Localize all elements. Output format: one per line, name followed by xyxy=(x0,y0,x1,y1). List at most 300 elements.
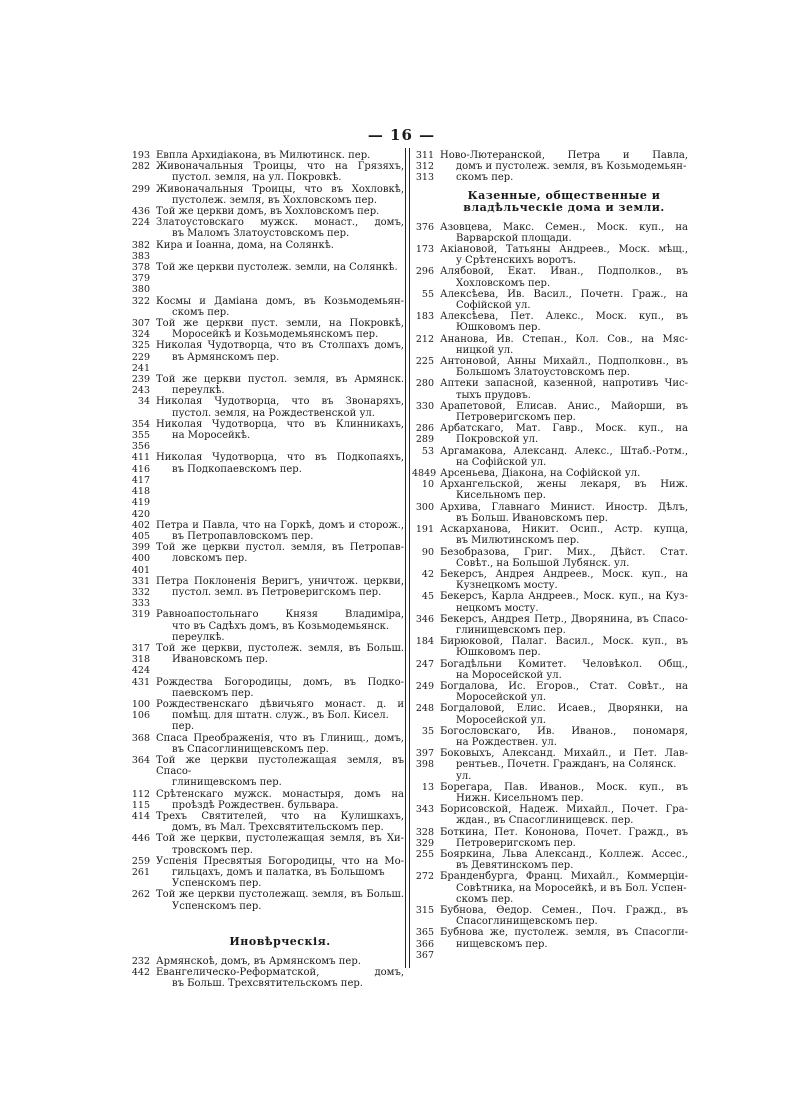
entry-line: Спаса Преображенія, что въ Глинищ., домъ, xyxy=(156,732,404,744)
entry-text xyxy=(440,636,688,658)
entry-number: 400 xyxy=(131,553,150,565)
entry-text xyxy=(156,609,404,643)
entry-numbers xyxy=(412,334,440,356)
entry-line: проѣздѣ Рождествен. бульвара. xyxy=(172,799,339,811)
entry-number: 331 xyxy=(131,575,150,587)
entry-number: 356 xyxy=(131,441,150,453)
entry-text xyxy=(440,244,688,266)
entry-text xyxy=(440,591,688,613)
entry-numbers xyxy=(128,318,156,340)
entry-text xyxy=(156,396,404,418)
entry-line: въ Больш. Трехсвятительскомъ пер. xyxy=(172,978,363,990)
entry-line: домъ, въ Мал. Трехсвятительскомъ пер. xyxy=(172,822,384,834)
entry-number: 333 xyxy=(131,598,150,610)
index-entry xyxy=(128,217,404,239)
entry-numbers xyxy=(412,502,440,524)
entry-number: 332 xyxy=(131,586,150,598)
index-entry xyxy=(412,703,688,725)
page-number: — 16 — xyxy=(367,126,436,144)
entry-line: Аптеки запасной, казенной, напротивъ Чис- xyxy=(440,378,688,390)
entry-text xyxy=(440,150,688,184)
entry-line: Ново-Лютеранской, Петра и Павла, xyxy=(440,150,688,161)
entry-numbers xyxy=(128,396,156,418)
entry-numbers xyxy=(412,446,440,468)
entry-line: Юшковомъ пер. xyxy=(456,647,541,659)
entry-line: ловскомъ пер. xyxy=(172,553,248,565)
entry-numbers xyxy=(128,184,156,206)
entry-numbers xyxy=(412,524,440,546)
entry-numbers xyxy=(128,217,156,239)
index-entry xyxy=(128,789,404,811)
index-entry xyxy=(128,520,404,542)
entry-number: 300 xyxy=(415,501,434,513)
entry-line: на Моросейской ул. xyxy=(456,669,562,681)
entry-line: Нижн. Кисельномъ пер. xyxy=(456,792,584,804)
entry-line: Петра и Павла, что на Горкѣ, домъ и сторож., xyxy=(156,519,404,531)
entry-text xyxy=(156,699,404,733)
entry-text xyxy=(440,827,688,849)
entry-line: Златоустовскаго мужск. монаст., домъ, xyxy=(156,217,404,229)
entry-numbers xyxy=(412,748,440,782)
entry-text xyxy=(440,871,688,905)
entry-number: 431 xyxy=(131,676,150,688)
entry-number: 289 xyxy=(415,434,434,446)
index-entry xyxy=(412,150,688,184)
index-entry xyxy=(412,681,688,703)
entry-text xyxy=(440,266,688,288)
right-section-title: Казенные, общественные и владѣльческіе дома и земли. xyxy=(463,188,665,214)
index-entry xyxy=(412,446,688,468)
entry-number: 364 xyxy=(131,754,150,766)
index-entry xyxy=(128,699,404,733)
index-entry xyxy=(128,161,404,183)
entry-text xyxy=(156,889,404,911)
index-entry xyxy=(412,244,688,266)
entry-line: Той же церкви пуст. земли, на Покровкѣ, xyxy=(156,318,404,330)
entry-line: домъ и пустолеж. земля, въ Козьмодемьян- xyxy=(456,161,687,173)
index-entry xyxy=(412,423,688,445)
entry-line: Евпла Архидіакона, въ Милютинск. пер. xyxy=(156,150,371,161)
entry-number: 368 xyxy=(131,732,150,744)
entry-line: пустолеж. земля, въ Хохловскомъ пер. xyxy=(172,194,378,206)
entry-text xyxy=(156,374,404,396)
entry-line: Рождественскаго дѣвичьяго монаст. д. и xyxy=(156,698,404,710)
entry-text xyxy=(440,311,688,333)
entry-line: Бекерсъ, Андрея Андреев., Моск. куп., на xyxy=(440,568,688,580)
index-entry xyxy=(412,334,688,356)
entry-number: 106 xyxy=(131,710,150,722)
entry-number: 115 xyxy=(131,799,150,811)
entry-line: Совѣтника, на Моросейкѣ, и въ Бол. Успен- xyxy=(456,882,687,894)
index-entry xyxy=(412,266,688,288)
entry-line: Успенскомъ пер. xyxy=(172,878,262,890)
index-entry xyxy=(412,468,688,479)
index-entry xyxy=(128,755,404,789)
entry-numbers xyxy=(412,468,440,479)
entry-line: Большомъ Златоустовскомъ пер. xyxy=(456,367,630,379)
entry-line: Рождества Богородицы, домъ, въ Подко- xyxy=(156,676,404,688)
entry-numbers xyxy=(128,967,156,989)
entry-number: 366 xyxy=(415,938,434,950)
entry-line: тровскомъ пер. xyxy=(172,844,253,856)
entry-line: Моросейской ул. xyxy=(456,714,546,726)
index-entry xyxy=(412,289,688,311)
entry-number: 13 xyxy=(421,781,434,793)
entry-number: 311 xyxy=(415,150,434,161)
entry-number: 417 xyxy=(131,474,150,486)
entry-text xyxy=(156,956,404,967)
entry-number: 424 xyxy=(131,665,150,677)
entry-line: Алексѣева, Ив. Васил., Почетн. Граж., на xyxy=(440,288,688,300)
entry-number: 418 xyxy=(131,486,150,498)
index-entry xyxy=(128,184,404,206)
entry-line: Бубнова, Ѳедор. Семен., Поч. Гражд., въ xyxy=(440,905,688,916)
entry-line: Космы и Даміана домъ, въ Козьмодемьян- xyxy=(156,295,404,307)
entry-line: Юшковомъ пер. xyxy=(456,322,541,334)
entry-text xyxy=(156,833,404,855)
entry-number: 401 xyxy=(131,564,150,576)
entry-numbers xyxy=(412,614,440,636)
index-entry xyxy=(128,576,404,610)
entry-text xyxy=(156,542,404,576)
entry-number: 261 xyxy=(131,867,150,878)
entry-number: 255 xyxy=(415,848,434,860)
index-entry xyxy=(412,311,688,333)
entry-numbers xyxy=(412,547,440,569)
entry-text xyxy=(440,378,688,400)
entry-number: 53 xyxy=(421,445,434,457)
entry-numbers xyxy=(128,340,156,374)
entry-number: 318 xyxy=(131,654,150,666)
entry-numbers xyxy=(128,542,156,576)
entry-line: Той же церкви пустолежащая земля, въ Спасо- xyxy=(156,754,404,778)
index-entry xyxy=(128,967,404,989)
index-entry xyxy=(128,733,404,755)
entry-number: 322 xyxy=(131,295,150,307)
entry-number: 90 xyxy=(421,546,434,558)
index-entry xyxy=(412,524,688,546)
entry-number: 312 xyxy=(415,161,434,173)
entry-line: паевскомъ пер. xyxy=(172,687,254,699)
entry-number: 224 xyxy=(131,217,150,229)
entry-number: 241 xyxy=(131,362,150,374)
entry-numbers xyxy=(128,262,156,296)
entry-line: Кира и Іоанна, дома, на Солянкѣ. xyxy=(156,239,334,251)
entry-text xyxy=(156,217,404,239)
entry-line: ницкой ул. xyxy=(456,344,514,356)
entry-line: Кисельномъ пер. xyxy=(456,490,546,502)
entry-text xyxy=(156,677,404,699)
entry-text xyxy=(440,356,688,378)
entry-numbers xyxy=(128,856,156,890)
entry-text xyxy=(156,262,404,296)
entry-line: глинищевскомъ пер. xyxy=(172,777,282,789)
entry-number: 329 xyxy=(415,837,434,849)
entry-numbers xyxy=(128,755,156,789)
entry-line: Арапетовой, Елисав. Анис., Майорши, въ xyxy=(440,400,688,412)
entry-number: 100 xyxy=(131,698,150,710)
entry-line: ждан., въ Спасоглинищевск. пер. xyxy=(456,815,634,827)
entry-line: Той же церкви пустолеж. земли, на Солянкѣ. xyxy=(156,262,398,274)
entry-numbers xyxy=(128,733,156,755)
entry-numbers xyxy=(412,591,440,613)
entry-numbers xyxy=(412,423,440,445)
entry-line: Петроверигскомъ пер. xyxy=(456,837,576,849)
entry-number: 112 xyxy=(131,788,150,800)
entry-line: нецкомъ мосту. xyxy=(456,602,539,614)
entry-line: Бранденбурга, Франц. Михайл., Коммерціи- xyxy=(440,871,688,883)
entry-number: 446 xyxy=(131,833,150,845)
entry-numbers xyxy=(412,804,440,826)
column-divider-left xyxy=(405,148,406,968)
entry-number: 296 xyxy=(415,266,434,278)
entry-line: Той же церкви, пустолеж. земля, въ Больш. xyxy=(156,642,404,654)
entry-text xyxy=(156,520,404,542)
index-entry xyxy=(128,340,404,374)
entry-line: Бубнова же, пустолеж. земля, въ Спасогли- xyxy=(440,927,688,939)
entry-number: 324 xyxy=(131,329,150,341)
entry-number: 367 xyxy=(415,949,434,961)
entry-text xyxy=(156,318,404,340)
entry-line: въ Маломъ Златоустовскомъ пер. xyxy=(172,228,350,240)
entry-numbers xyxy=(412,782,440,804)
entry-text xyxy=(440,782,688,804)
index-entry xyxy=(128,318,404,340)
entry-line: тыхъ прудовъ. xyxy=(456,389,531,401)
entry-number: 355 xyxy=(131,430,150,442)
index-entry xyxy=(128,609,404,643)
entry-number: 249 xyxy=(415,680,434,692)
entry-text xyxy=(156,811,404,833)
entry-number: 399 xyxy=(131,542,150,554)
entry-line: Богословскаго, Ив. Иванов., пономаря, xyxy=(440,725,688,737)
entry-number: 307 xyxy=(131,318,150,330)
entry-text xyxy=(440,289,688,311)
entry-text xyxy=(440,479,688,501)
index-entry xyxy=(412,871,688,905)
entry-text xyxy=(440,804,688,826)
index-entry xyxy=(412,827,688,849)
entry-line: пустол. земля, на Рождественской ул. xyxy=(172,407,375,419)
entry-text xyxy=(440,423,688,445)
entry-number: 346 xyxy=(415,613,434,625)
entry-text xyxy=(440,849,688,871)
entry-line: Петроверигскомъ пер. xyxy=(456,412,576,424)
index-entry xyxy=(128,240,404,262)
entry-line: въ Петропавловскомъ пер. xyxy=(172,530,314,542)
entry-line: рентьев., Почетн. Гражданъ, на Солянск. ул. xyxy=(456,759,677,782)
entry-number: 243 xyxy=(131,385,150,397)
entry-numbers xyxy=(412,222,440,244)
entry-number: 35 xyxy=(421,725,434,737)
entry-numbers xyxy=(128,296,156,318)
entry-line: на Моросейкѣ. xyxy=(172,430,251,442)
entry-number: 416 xyxy=(131,463,150,475)
entry-text xyxy=(440,726,688,748)
right-top-entries-list xyxy=(412,150,688,184)
entry-numbers xyxy=(128,889,156,911)
entry-numbers xyxy=(128,520,156,542)
entry-line: пустол. земл. въ Петроверигскомъ пер. xyxy=(172,586,382,598)
left-section-title: Иновѣрческія. xyxy=(229,934,331,948)
entry-numbers xyxy=(128,833,156,855)
entry-numbers xyxy=(412,905,440,927)
entry-number: 34 xyxy=(137,396,150,408)
entry-line: Успенія Пресвятыя Богородицы, что на Мо- xyxy=(156,855,404,867)
entry-line: Николая Чудотворца, что въ Столпахъ домъ, xyxy=(156,340,404,352)
entry-numbers xyxy=(412,356,440,378)
entry-text xyxy=(156,452,404,519)
entry-line: въ Армянскомъ пер. xyxy=(172,351,280,363)
entry-line: Софійской ул. xyxy=(456,300,531,312)
entry-numbers xyxy=(128,699,156,733)
entry-line: Архива, Главнаго Минист. Иностр. Дѣлъ, xyxy=(440,501,688,513)
index-entry xyxy=(128,150,404,161)
entry-text xyxy=(156,576,404,610)
entry-line: Хохловскомъ пер. xyxy=(456,277,551,289)
entry-numbers xyxy=(412,659,440,681)
entry-line: Безобразова, Григ. Мих., Дѣйст. Стат. xyxy=(440,546,688,558)
entry-line: Моросейской ул. xyxy=(456,692,546,704)
entry-numbers xyxy=(128,419,156,453)
entry-numbers xyxy=(412,703,440,725)
entry-line: Успенскомъ пер. xyxy=(172,900,262,912)
entry-line: Николая Чудотворца, что въ Клинникахъ, xyxy=(156,418,404,430)
entry-line: Арсеньева, Діакона, на Софійской ул. xyxy=(440,468,641,480)
entry-number: 262 xyxy=(131,889,150,901)
index-entry xyxy=(128,262,404,296)
entry-number: 378 xyxy=(131,262,150,274)
entry-line: въ Больш. Ивановскомъ пер. xyxy=(456,512,608,524)
entry-line: Боткина, Пет. Кононова, Почет. Гражд., въ xyxy=(440,826,688,838)
entry-number: 328 xyxy=(415,826,434,838)
entry-line: Азовцева, Макс. Семен., Моск. куп., на xyxy=(440,221,688,233)
entry-number: 405 xyxy=(131,530,150,542)
entry-text xyxy=(156,755,404,789)
entry-number: 397 xyxy=(415,748,434,760)
index-entry xyxy=(412,726,688,748)
entry-numbers xyxy=(412,871,440,905)
entry-line: скомъ пер. xyxy=(172,306,230,318)
entry-number: 442 xyxy=(131,967,150,979)
entry-line: Акіановой, Татьяны Андреев., Моск. мѣщ., xyxy=(440,244,688,256)
entry-line: Борегара, Пав. Иванов., Моск. куп., въ xyxy=(440,781,688,793)
entry-line: Петра Поклоненія Веригъ, уничтож. церкви, xyxy=(156,575,404,587)
index-entry xyxy=(412,401,688,423)
entry-line: Бояркина, Львa Александ., Коллеж. Ассес., xyxy=(440,848,688,860)
entry-line: гильцахъ, домъ и палатка, въ Большомъ xyxy=(172,867,385,878)
entry-numbers xyxy=(412,244,440,266)
entry-number: 225 xyxy=(415,356,434,368)
entry-line: глинищевскомъ пер. xyxy=(456,624,566,636)
entry-text xyxy=(440,401,688,423)
entry-number: 379 xyxy=(131,273,150,285)
entry-line: Аргамакова, Александ. Алекс., Штаб.-Ротм., xyxy=(440,445,688,457)
entry-numbers xyxy=(128,789,156,811)
entry-text xyxy=(156,967,404,989)
entry-number: 343 xyxy=(415,804,434,816)
entry-number: 173 xyxy=(415,244,434,256)
entry-text xyxy=(156,419,404,453)
entry-number: 42 xyxy=(421,568,434,580)
entry-text xyxy=(440,547,688,569)
entry-line: Бекерсъ, Андрея Петр., Дворянина, въ Спасо- xyxy=(440,613,688,625)
entry-line: Боковыхъ, Александ. Михайл., и Пет. Лав- xyxy=(440,748,688,760)
entry-line: Алексѣева, Пет. Алекс., Моск. куп., въ xyxy=(440,311,688,323)
entry-line: Той же церкви пустол. земля, въ Армянск. xyxy=(156,374,404,386)
entry-text xyxy=(440,681,688,703)
entry-number: 229 xyxy=(131,351,150,363)
entry-number: 232 xyxy=(131,955,150,967)
entry-number: 239 xyxy=(131,374,150,386)
entry-line: Бирюковой, Палаг. Васил., Моск. куп., въ xyxy=(440,636,688,648)
entry-line: Кузнецкомъ мосту. xyxy=(456,580,558,592)
entry-text xyxy=(156,789,404,811)
entry-numbers xyxy=(128,150,156,161)
entry-text xyxy=(440,614,688,636)
entry-line: Той же церкви, пустолежащая земля, въ Хи- xyxy=(156,833,404,845)
index-entry xyxy=(128,206,404,217)
entry-line: въ Подкопаевскомъ пер. xyxy=(172,463,302,475)
index-entry xyxy=(128,889,404,911)
index-entry xyxy=(128,419,404,453)
entry-text xyxy=(440,222,688,244)
index-entry xyxy=(412,222,688,244)
index-entry xyxy=(128,296,404,318)
entry-line: Той же церкви пустолежащ. земля, въ Больш. xyxy=(156,889,404,901)
entry-numbers xyxy=(412,150,440,184)
entry-text xyxy=(156,733,404,755)
entry-line: въ Милютинскомъ пер. xyxy=(456,535,580,547)
entry-numbers xyxy=(412,569,440,591)
entry-line: что въ Садѣхъ домъ, въ Козьмодемьянск. xyxy=(172,620,390,632)
entry-numbers xyxy=(412,827,440,849)
left-section-entries-list xyxy=(128,956,404,990)
entry-line: Живоначальныя Троицы, что на Грязяхъ, xyxy=(156,161,404,173)
entry-number: 45 xyxy=(421,591,434,603)
entry-number: 282 xyxy=(131,161,150,173)
entry-number: 436 xyxy=(131,206,150,218)
entry-number: 259 xyxy=(131,855,150,867)
entry-line: переулкѣ. xyxy=(172,631,225,643)
entry-number: 183 xyxy=(415,311,434,323)
entry-text xyxy=(156,296,404,318)
left-entries-list xyxy=(128,150,404,912)
entry-line: Спасоглинищевскомъ пер. xyxy=(456,916,598,928)
entry-line: Николая Чудотворца, что въ Подкопаяхъ, xyxy=(156,452,404,464)
index-entry xyxy=(128,677,404,699)
entry-line: въ Девятинскомъ пер. xyxy=(456,860,574,872)
entry-numbers xyxy=(412,636,440,658)
entry-text xyxy=(156,161,404,183)
entry-line: Бекерсъ, Карла Андреев., Моск. куп., на Куз- xyxy=(440,591,688,603)
entry-numbers xyxy=(412,311,440,333)
index-entry xyxy=(412,502,688,524)
entry-number: 325 xyxy=(131,340,150,352)
entry-number: 4849 xyxy=(412,468,437,480)
entry-number: 419 xyxy=(131,497,150,509)
entry-line: Совѣт., на Большой Лубянск. ул. xyxy=(456,557,630,569)
entry-line: Трехъ Святителей, что на Кулишкахъ, xyxy=(156,810,404,822)
entry-line: нищевскомъ пер. xyxy=(456,938,548,950)
entry-text xyxy=(156,240,404,262)
entry-number: 313 xyxy=(415,172,434,184)
entry-line: Срѣтенскаго мужск. монастыря, домъ на xyxy=(156,788,404,800)
entry-text xyxy=(440,524,688,546)
entry-numbers xyxy=(412,726,440,748)
entry-text xyxy=(440,905,688,927)
entry-line: переулкѣ. xyxy=(172,385,225,397)
